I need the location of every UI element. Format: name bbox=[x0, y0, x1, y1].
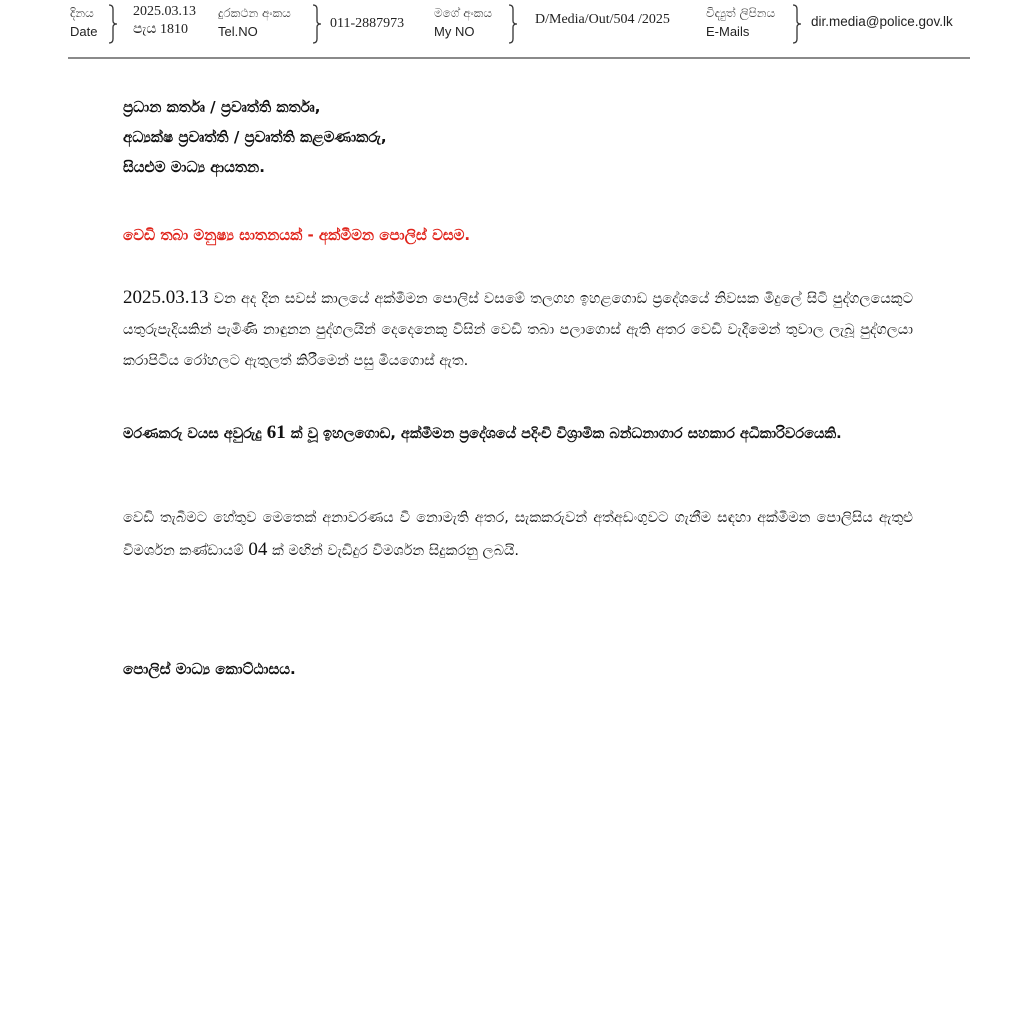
team-count: 04 bbox=[248, 539, 268, 560]
addressee-line-3: සියළුම මාධ්‍ය ආයතන. bbox=[123, 158, 265, 176]
email-label-si: විද්‍යුත් ලිපිනය bbox=[706, 6, 776, 20]
email-bracket bbox=[792, 4, 802, 44]
date-label bbox=[70, 4, 97, 42]
deceased-text-b: ක් වූ ඉහලගොඩ, අක්මීමන ප්‍රදේශයේ පදිංචි විශ්‍රාමික බන්ධනාගාර සහකාර අධිකාරිවරයෙකි. bbox=[285, 426, 842, 442]
header-divider bbox=[68, 57, 970, 59]
letterhead bbox=[0, 0, 1024, 60]
date-time: පැය 1810 bbox=[133, 22, 188, 37]
date-value: 2025.03.13 bbox=[133, 4, 196, 19]
email-value[interactable]: dir.media@police.gov.lk bbox=[811, 14, 953, 29]
my-no-bracket bbox=[508, 4, 518, 44]
incident-text: වන අද දින සවස් කාලයේ අක්මීමන පොලිස් වසමේ තලගහ ඉහළගොඩ ප්‍රදේශයේ නිවසක මිදුලේ සිටි පුද්ගලයෙකුට යතුරුපැදියකින් පැමිණි නාඳුනන පුද්ගලයින් දෙදෙනෙකු විසින් වෙඩි තබා පලාගොස් ඇති අතර වෙඩි වැදීමෙන් තුවාල ලැබූ පුද්ගලයා කරාපිටිය රෝහලට ඇතුලත් කිරීමෙන් පසු මියගොස් ඇත. bbox=[123, 291, 913, 369]
addressee-line-2: අධ්‍යක්ෂ ප්‍රවෘත්ති / ප්‍රවෘත්ති කළමණාකරු, bbox=[123, 128, 387, 146]
tel-value: 011-2887973 bbox=[330, 16, 405, 31]
addressee-line-1: ප්‍රධාන කර්තෘ / ප්‍රවෘත්ති කර්තෘ, bbox=[123, 98, 321, 116]
my-no-label-si: මගේ අංකය bbox=[434, 6, 493, 20]
paragraph-deceased bbox=[123, 417, 913, 450]
date-label-en: Date bbox=[70, 24, 98, 39]
paragraph-investigation bbox=[123, 503, 913, 567]
deceased-age: 61 bbox=[266, 422, 286, 443]
investigation-text-b: ක් මඟින් වැඩිදුර විමර්ශන සිදුකරනු ලබයි. bbox=[267, 543, 520, 559]
incident-date: 2025.03.13 bbox=[123, 287, 209, 308]
investigation-text-a: වෙඩි තැබීමට හේතුව මෙතෙක් අනාවරණය වී නොමැති අතර, සැකකරුවන් අත්අඩංගුවට ගැනීම සඳහා අක්මීමන පොලිසිය ඇතුළු විමර්ශන කණ්ඩායම් bbox=[123, 510, 913, 559]
email-label bbox=[706, 4, 775, 42]
date-bracket bbox=[108, 4, 118, 44]
date-label-si: දිනය bbox=[70, 6, 94, 20]
paragraph-incident bbox=[123, 282, 913, 377]
tel-label bbox=[218, 4, 291, 42]
tel-label-en: Tel.NO bbox=[218, 24, 258, 39]
email-label-en: E-Mails bbox=[706, 24, 750, 39]
addressee-block bbox=[123, 92, 387, 182]
tel-label-si: දුරකථන අංකය bbox=[218, 6, 291, 20]
tel-bracket bbox=[312, 4, 322, 44]
deceased-text-a: මරණකරු වයස අවුරුදු bbox=[123, 426, 267, 442]
my-no-label bbox=[434, 4, 492, 42]
signature-division: පොලිස් මාධ්‍ය කොට්ඨාසය. bbox=[123, 660, 296, 678]
my-no-label-en: My NO bbox=[434, 24, 475, 39]
subject-heading: වෙඩි තබා මනුෂ්‍ය ඝාතනයක් - අක්මීමන පොලිස් වසම. bbox=[123, 226, 471, 244]
my-no-value: D/Media/Out/504 /2025 bbox=[535, 12, 670, 27]
